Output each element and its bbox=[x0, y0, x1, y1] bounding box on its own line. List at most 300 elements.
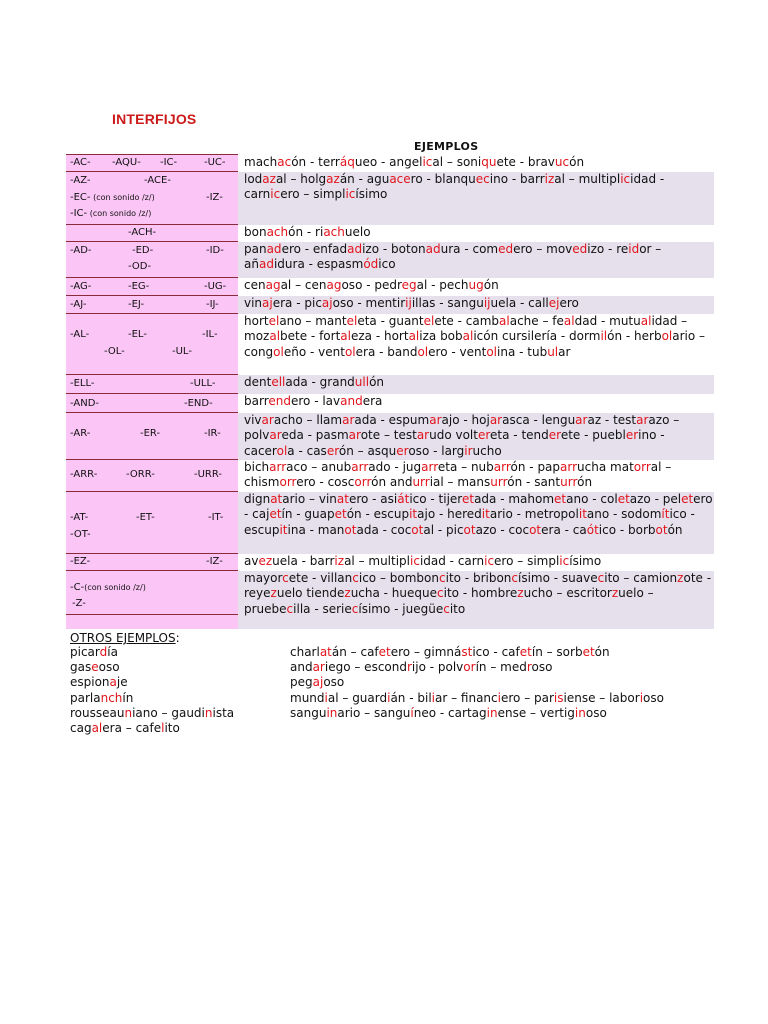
highlighted-interfix: al bbox=[91, 721, 103, 736]
interfix-label: -OT- bbox=[70, 529, 91, 540]
highlighted-interfix: ag bbox=[326, 277, 342, 292]
word-text: bete - fort bbox=[280, 329, 341, 343]
highlighted-interfix: ar bbox=[312, 660, 325, 675]
word-text: ucho – escritor bbox=[523, 586, 612, 600]
word-text: vin bbox=[244, 295, 263, 310]
word-text: ón - herb bbox=[607, 329, 662, 343]
highlighted-interfix: er bbox=[396, 443, 409, 458]
table-row bbox=[66, 375, 714, 394]
highlighted-interfix: ach bbox=[323, 224, 345, 239]
highlighted-interfix: urr bbox=[560, 475, 578, 489]
word-text: ín - guap bbox=[281, 507, 335, 521]
word-text: ico - escup bbox=[244, 507, 695, 537]
word-text: ón – asqu bbox=[338, 443, 397, 458]
highlighted-interfix: z bbox=[611, 586, 619, 600]
examples-header: EJEMPLOS bbox=[414, 140, 479, 153]
interfix-label: -IC- (con sonido /z/) bbox=[70, 208, 152, 219]
word-text: al – multipl bbox=[344, 553, 410, 568]
word-text: ín – med bbox=[475, 660, 527, 675]
highlighted-interfix: al bbox=[462, 329, 474, 343]
word-text: azo - pel bbox=[629, 491, 682, 506]
interfix-label: -UL- bbox=[172, 346, 192, 357]
highlighted-interfix: e bbox=[91, 660, 99, 675]
word-text: ón bbox=[577, 475, 593, 489]
interfix-label: -EC- (con sonido /z/) bbox=[70, 192, 155, 203]
word-text: azo - coc bbox=[475, 522, 530, 537]
table-row bbox=[66, 571, 714, 630]
word-text: ón and bbox=[371, 475, 413, 489]
highlighted-interfix: a bbox=[109, 675, 117, 690]
examples-cell bbox=[238, 155, 714, 172]
word-text: oso - pedr bbox=[341, 277, 402, 292]
interfix-label: -IC- bbox=[160, 157, 178, 168]
highlighted-interfix: urr bbox=[412, 475, 430, 489]
highlighted-interfix: ot bbox=[655, 522, 668, 537]
word-text: ón - sant bbox=[507, 475, 561, 489]
word-text: mund bbox=[290, 690, 325, 705]
highlighted-interfix: c bbox=[511, 570, 519, 585]
highlighted-interfix: er bbox=[548, 428, 561, 442]
word-text: ete - puebl bbox=[560, 428, 626, 442]
highlighted-interfix: ac bbox=[277, 154, 292, 169]
highlighted-interfix: az bbox=[262, 171, 276, 186]
word-text: ón - terr bbox=[291, 154, 340, 169]
highlighted-interfix: ic bbox=[559, 553, 570, 568]
word-text: iego – escond bbox=[324, 660, 407, 675]
word-text: ico – bombon bbox=[358, 570, 439, 585]
word-text: ico - borb bbox=[598, 522, 656, 537]
highlighted-interfix: ic bbox=[422, 154, 433, 169]
interfix-cell bbox=[66, 242, 238, 278]
word-text: ín – sorb bbox=[531, 645, 583, 659]
word-text: ico bbox=[378, 257, 396, 271]
interfix-label: -ED- bbox=[132, 245, 154, 256]
word-text: mach bbox=[244, 154, 278, 169]
interfix-label: -AL- bbox=[70, 329, 90, 340]
highlighted-interfix: í bbox=[410, 705, 414, 720]
highlighted-interfix: ad bbox=[266, 241, 282, 256]
highlighted-interfix: er bbox=[326, 443, 339, 458]
word-text: al – chism bbox=[244, 459, 672, 489]
otros-column-2 bbox=[290, 645, 664, 721]
example-line bbox=[70, 645, 234, 660]
word-text: uelo – pruebe bbox=[244, 586, 654, 616]
word-text: ar – financ bbox=[435, 690, 498, 705]
highlighted-interfix: ol bbox=[344, 344, 356, 359]
word-text: ote - reye bbox=[244, 570, 712, 600]
highlighted-interfix: at bbox=[270, 491, 283, 506]
highlighted-interfix: ar bbox=[342, 412, 355, 427]
word-text: ito - hombre bbox=[443, 586, 518, 600]
word-text: ache – fe bbox=[509, 313, 564, 328]
interfix-cell bbox=[66, 296, 238, 314]
word-text: ero - vent bbox=[428, 344, 487, 359]
word-text: parla bbox=[70, 690, 101, 705]
highlighted-interfix: ar bbox=[575, 412, 588, 427]
word-text: pan bbox=[244, 241, 267, 256]
examples-cell bbox=[238, 375, 714, 394]
highlighted-interfix: ul bbox=[547, 344, 559, 359]
word-text: ura - com bbox=[440, 241, 499, 256]
word-text: ino - barr bbox=[489, 171, 545, 186]
highlighted-interfix: ad bbox=[347, 241, 363, 256]
highlighted-interfix: z bbox=[270, 586, 277, 600]
highlighted-interfix: in bbox=[326, 705, 338, 720]
highlighted-interfix: al bbox=[269, 329, 281, 343]
highlighted-interfix: ell bbox=[271, 374, 286, 389]
word-text: uelo tiende bbox=[276, 586, 345, 600]
highlighted-interfix: ij bbox=[483, 295, 491, 310]
interfix-label: -URR- bbox=[194, 469, 223, 480]
table-row bbox=[66, 155, 714, 172]
word-text: ina - man bbox=[287, 522, 345, 537]
highlighted-interfix: id bbox=[628, 241, 640, 256]
word-text: idad - carn bbox=[419, 553, 485, 568]
highlighted-interfix: er bbox=[477, 428, 491, 442]
word-text: ada - grand bbox=[285, 374, 355, 389]
highlighted-interfix: in bbox=[486, 705, 498, 720]
highlighted-interfix: ull bbox=[354, 374, 370, 389]
example-line bbox=[70, 721, 234, 736]
word-text: av bbox=[244, 553, 259, 568]
word-text: ero – par bbox=[500, 690, 554, 705]
examples-cell bbox=[238, 296, 714, 314]
interfix-label: -ULL- bbox=[190, 378, 216, 389]
word-text: ero - caj bbox=[244, 491, 713, 521]
highlighted-interfix: et bbox=[519, 645, 532, 659]
highlighted-interfix: aj bbox=[262, 295, 273, 310]
word-text: iano – gaudi bbox=[132, 705, 205, 720]
highlighted-interfix: arr bbox=[493, 459, 511, 474]
examples-cell bbox=[238, 172, 714, 225]
word-text: era bbox=[362, 393, 383, 408]
highlighted-interfix: ic bbox=[410, 553, 420, 568]
highlighted-interfix: it bbox=[481, 507, 490, 521]
word-text: ajo - hoj bbox=[441, 412, 490, 427]
word-text: dent bbox=[244, 374, 272, 389]
word-text: ón bbox=[667, 522, 683, 537]
interfix-cell bbox=[66, 460, 238, 492]
highlighted-interfix: ed bbox=[498, 241, 514, 256]
highlighted-interfix: end bbox=[268, 393, 291, 408]
highlighted-interfix: ar bbox=[416, 428, 430, 442]
highlighted-interfix: ar bbox=[348, 428, 361, 442]
word-text: ero - asi bbox=[348, 491, 398, 506]
highlighted-interfix: et bbox=[582, 645, 595, 659]
word-text: ico - caf bbox=[472, 645, 520, 659]
highlighted-interfix: ar bbox=[429, 412, 442, 427]
word-text: uelo bbox=[344, 224, 371, 239]
word-text: neo - cartag bbox=[413, 705, 487, 720]
word-text: oso bbox=[643, 690, 664, 705]
word-text: eño - vent bbox=[283, 344, 345, 359]
highlighted-interfix: el bbox=[423, 313, 435, 328]
word-text: ajo - hered bbox=[417, 507, 482, 521]
interfix-label: -AND- bbox=[70, 398, 100, 409]
table-row bbox=[66, 242, 714, 278]
interfix-label: -OD- bbox=[128, 261, 152, 272]
highlighted-interfix: i bbox=[324, 690, 328, 705]
word-text: ro - blanqu bbox=[410, 171, 476, 186]
word-text: ero – simpl bbox=[494, 553, 560, 568]
word-text: ense – vertig bbox=[497, 705, 575, 720]
highlighted-interfix: al bbox=[408, 329, 420, 343]
examples-cell bbox=[238, 314, 714, 375]
interfix-cell bbox=[66, 155, 238, 172]
table-bottom-line bbox=[66, 614, 238, 615]
word-text: ito bbox=[164, 721, 180, 736]
word-text: án - agu bbox=[339, 171, 390, 186]
highlighted-interfix: ol bbox=[661, 329, 673, 343]
interfix-label: -AG- bbox=[70, 281, 92, 292]
highlighted-interfix: r bbox=[406, 660, 412, 675]
word-text: ero – mov bbox=[513, 241, 573, 256]
interfix-label: -IJ- bbox=[206, 299, 219, 310]
highlighted-interfix: ag bbox=[265, 277, 281, 292]
word-text: uela - barr bbox=[272, 553, 335, 568]
interfix-label: -ACE- bbox=[144, 175, 171, 186]
highlighted-interfix: orr bbox=[354, 475, 372, 489]
word-text: acho – llam bbox=[273, 412, 343, 427]
highlighted-interfix: er bbox=[625, 428, 639, 442]
word-text: ón bbox=[483, 277, 499, 292]
interfix-label: -AD- bbox=[70, 245, 92, 256]
word-text: iza bob bbox=[419, 329, 463, 343]
word-text: ón bbox=[369, 374, 385, 389]
highlighted-interfix: c bbox=[597, 570, 605, 585]
word-text: sangu bbox=[290, 705, 327, 720]
highlighted-interfix: at bbox=[319, 645, 332, 659]
word-text: lod bbox=[244, 171, 263, 186]
highlighted-interfix: aj bbox=[321, 295, 333, 310]
word-text: ano – mant bbox=[279, 313, 347, 328]
highlighted-interfix: is bbox=[553, 690, 564, 705]
highlighted-interfix: c bbox=[282, 570, 289, 585]
interfix-cell bbox=[66, 278, 238, 296]
word-text: ísimo bbox=[569, 553, 602, 568]
interfix-label: -ARR- bbox=[70, 469, 98, 480]
interfix-label: -AC- bbox=[70, 157, 91, 168]
word-text: ada - espum bbox=[354, 412, 430, 427]
word-text: iense – labor bbox=[563, 690, 640, 705]
highlighted-interfix: eg bbox=[401, 277, 417, 292]
word-text: eta - guant bbox=[357, 313, 424, 328]
word-text: picar bbox=[70, 645, 100, 659]
table-row bbox=[66, 394, 714, 413]
word-text: rousseau bbox=[70, 705, 125, 720]
word-text: ico - tijer bbox=[409, 491, 462, 506]
word-text: ete - camb bbox=[434, 313, 500, 328]
highlighted-interfix: et bbox=[269, 507, 282, 521]
word-text: ijo - polv bbox=[411, 660, 464, 675]
highlighted-interfix: ec bbox=[475, 171, 490, 186]
word-text: icón cursilería - dorm bbox=[473, 329, 601, 343]
word-text: cen bbox=[244, 277, 266, 292]
highlighted-interfix: c bbox=[439, 570, 446, 585]
example-line bbox=[70, 675, 234, 690]
word-text: ero – gimná bbox=[390, 645, 462, 659]
highlighted-interfix: arr bbox=[351, 459, 369, 474]
highlighted-interfix: at bbox=[336, 491, 349, 506]
highlighted-interfix: arr bbox=[560, 459, 578, 474]
examples-cell bbox=[238, 394, 714, 413]
word-text: ino - cacer bbox=[244, 428, 665, 458]
word-text: ero - lav bbox=[290, 393, 341, 408]
highlighted-interfix: arr bbox=[269, 459, 287, 474]
word-text: hort bbox=[244, 313, 269, 328]
word-text: ito – camion bbox=[604, 570, 678, 585]
word-text: án - bil bbox=[390, 690, 432, 705]
word-text: ina - tub bbox=[497, 344, 548, 359]
highlighted-interfix: ol bbox=[417, 344, 429, 359]
highlighted-interfix: n bbox=[204, 705, 213, 720]
word-text: era – cafe bbox=[102, 721, 162, 736]
interfix-cell bbox=[66, 413, 238, 460]
highlighted-interfix: r bbox=[526, 660, 532, 675]
word-text: illas - sangu bbox=[411, 295, 484, 310]
word-text: ón - escup bbox=[346, 507, 410, 521]
highlighted-interfix: c bbox=[352, 570, 359, 585]
interfix-label: -UG- bbox=[204, 281, 227, 292]
interfix-label: -IZ- bbox=[206, 556, 223, 567]
word-text: ísimo - juegüe bbox=[358, 601, 444, 616]
highlighted-interfix: et bbox=[554, 491, 567, 506]
interfix-cell bbox=[66, 225, 238, 242]
word-text: ario – sangu bbox=[337, 705, 411, 720]
highlighted-interfix: et bbox=[334, 507, 347, 521]
highlighted-interfix: d bbox=[99, 645, 108, 659]
highlighted-interfix: ar bbox=[261, 412, 274, 427]
interfix-label: -ET- bbox=[136, 512, 155, 523]
word-text: barr bbox=[244, 393, 269, 408]
highlighted-interfix: c bbox=[443, 601, 450, 616]
word-text: ero - enfad bbox=[281, 241, 348, 256]
interfix-cell bbox=[66, 492, 238, 554]
otros-column-1 bbox=[70, 645, 234, 736]
interfix-label: -AJ- bbox=[70, 299, 87, 310]
highlighted-interfix: il bbox=[600, 329, 608, 343]
interfix-label: -UC- bbox=[204, 157, 226, 168]
word-text: je bbox=[116, 675, 128, 690]
highlighted-interfix: ot bbox=[463, 522, 476, 537]
word-text: oso bbox=[323, 675, 345, 690]
highlighted-interfix: ace bbox=[389, 171, 411, 186]
highlighted-interfix: át bbox=[397, 491, 410, 506]
word-text: ista bbox=[212, 705, 235, 720]
examples-cell bbox=[238, 492, 714, 554]
interfix-label: -EZ- bbox=[70, 556, 91, 567]
highlighted-interfix: ir bbox=[464, 443, 473, 458]
word-text: charl bbox=[290, 645, 320, 659]
interfix-label: -ID- bbox=[206, 245, 224, 256]
word-text: eta - tend bbox=[490, 428, 549, 442]
word-text: eza - hort bbox=[350, 329, 409, 343]
page-title: INTERFIJOS bbox=[112, 111, 197, 127]
table-row bbox=[66, 460, 714, 492]
word-text: asca - lengu bbox=[502, 412, 576, 427]
interfix-label: -EJ- bbox=[128, 299, 145, 310]
highlighted-interfix: az bbox=[326, 171, 340, 186]
word-text: era - ca bbox=[541, 522, 587, 537]
interfix-label: -ER- bbox=[140, 428, 161, 439]
highlighted-interfix: iz bbox=[544, 171, 555, 186]
examples-cell bbox=[238, 225, 714, 242]
highlighted-interfix: ed bbox=[572, 241, 588, 256]
interfix-label: -AT- bbox=[70, 512, 89, 523]
highlighted-interfix: uc bbox=[554, 154, 570, 169]
examples-cell bbox=[238, 571, 714, 630]
highlighted-interfix: ad bbox=[425, 241, 441, 256]
word-text: udo volt bbox=[429, 428, 478, 442]
word-text: ón - pap bbox=[510, 459, 561, 474]
highlighted-interfix: ol bbox=[273, 344, 284, 359]
interfix-cell bbox=[66, 394, 238, 413]
word-text: ón bbox=[569, 154, 585, 169]
highlighted-interfix: arr bbox=[421, 459, 438, 474]
word-text: ucha mat bbox=[577, 459, 634, 474]
word-text: izo - re bbox=[587, 241, 629, 256]
word-text: al - pech bbox=[416, 277, 469, 292]
highlighted-interfix: i bbox=[497, 690, 501, 705]
word-text: ín bbox=[122, 690, 134, 705]
word-text: ada - mahom bbox=[474, 491, 555, 506]
interfix-label: -AR- bbox=[70, 428, 91, 439]
word-text: gas bbox=[70, 660, 92, 675]
word-text: a - cas bbox=[287, 443, 327, 458]
highlighted-interfix: orr bbox=[279, 475, 297, 489]
highlighted-interfix: ug bbox=[468, 277, 484, 292]
interfix-label: -IR- bbox=[204, 428, 221, 439]
table-row bbox=[66, 278, 714, 296]
word-text: peg bbox=[290, 675, 313, 690]
interfix-label: -ACH- bbox=[128, 227, 157, 238]
examples-cell bbox=[238, 278, 714, 296]
highlighted-interfix: st bbox=[461, 645, 473, 659]
word-text: ar bbox=[558, 344, 571, 359]
word-text: al – multipl bbox=[554, 171, 621, 186]
examples-cell bbox=[238, 413, 714, 460]
highlighted-interfix: ót bbox=[586, 522, 599, 537]
word-text: illa - serie bbox=[293, 601, 352, 616]
highlighted-interfix: ij bbox=[405, 295, 412, 310]
highlighted-interfix: al bbox=[563, 313, 575, 328]
example-line bbox=[290, 645, 664, 660]
example-line bbox=[290, 691, 664, 706]
example-line bbox=[70, 660, 234, 675]
highlighted-interfix: i bbox=[387, 690, 391, 705]
word-text: viv bbox=[244, 412, 262, 427]
word-text: ía bbox=[107, 645, 118, 659]
highlighted-interfix: ic bbox=[270, 187, 281, 201]
interfix-cell bbox=[66, 375, 238, 394]
word-text: al – holg bbox=[275, 171, 327, 186]
highlighted-interfix: ic bbox=[345, 187, 356, 201]
table-row bbox=[66, 296, 714, 314]
word-text: ucha - hueque bbox=[350, 586, 438, 600]
highlighted-interfix: it bbox=[279, 522, 288, 537]
word-text: oso bbox=[531, 660, 553, 675]
word-text: cag bbox=[70, 721, 92, 736]
word-text: idad – moz bbox=[244, 313, 688, 343]
highlighted-interfix: ot bbox=[344, 522, 357, 537]
interfix-cell bbox=[66, 172, 238, 225]
word-text: eda - pasm bbox=[281, 428, 349, 442]
word-text: ial – mans bbox=[429, 475, 491, 489]
word-text: al – soni bbox=[432, 154, 482, 169]
highlighted-interfix: al bbox=[640, 313, 652, 328]
word-text: bich bbox=[244, 459, 270, 474]
word-text: ario – vin bbox=[282, 491, 337, 506]
